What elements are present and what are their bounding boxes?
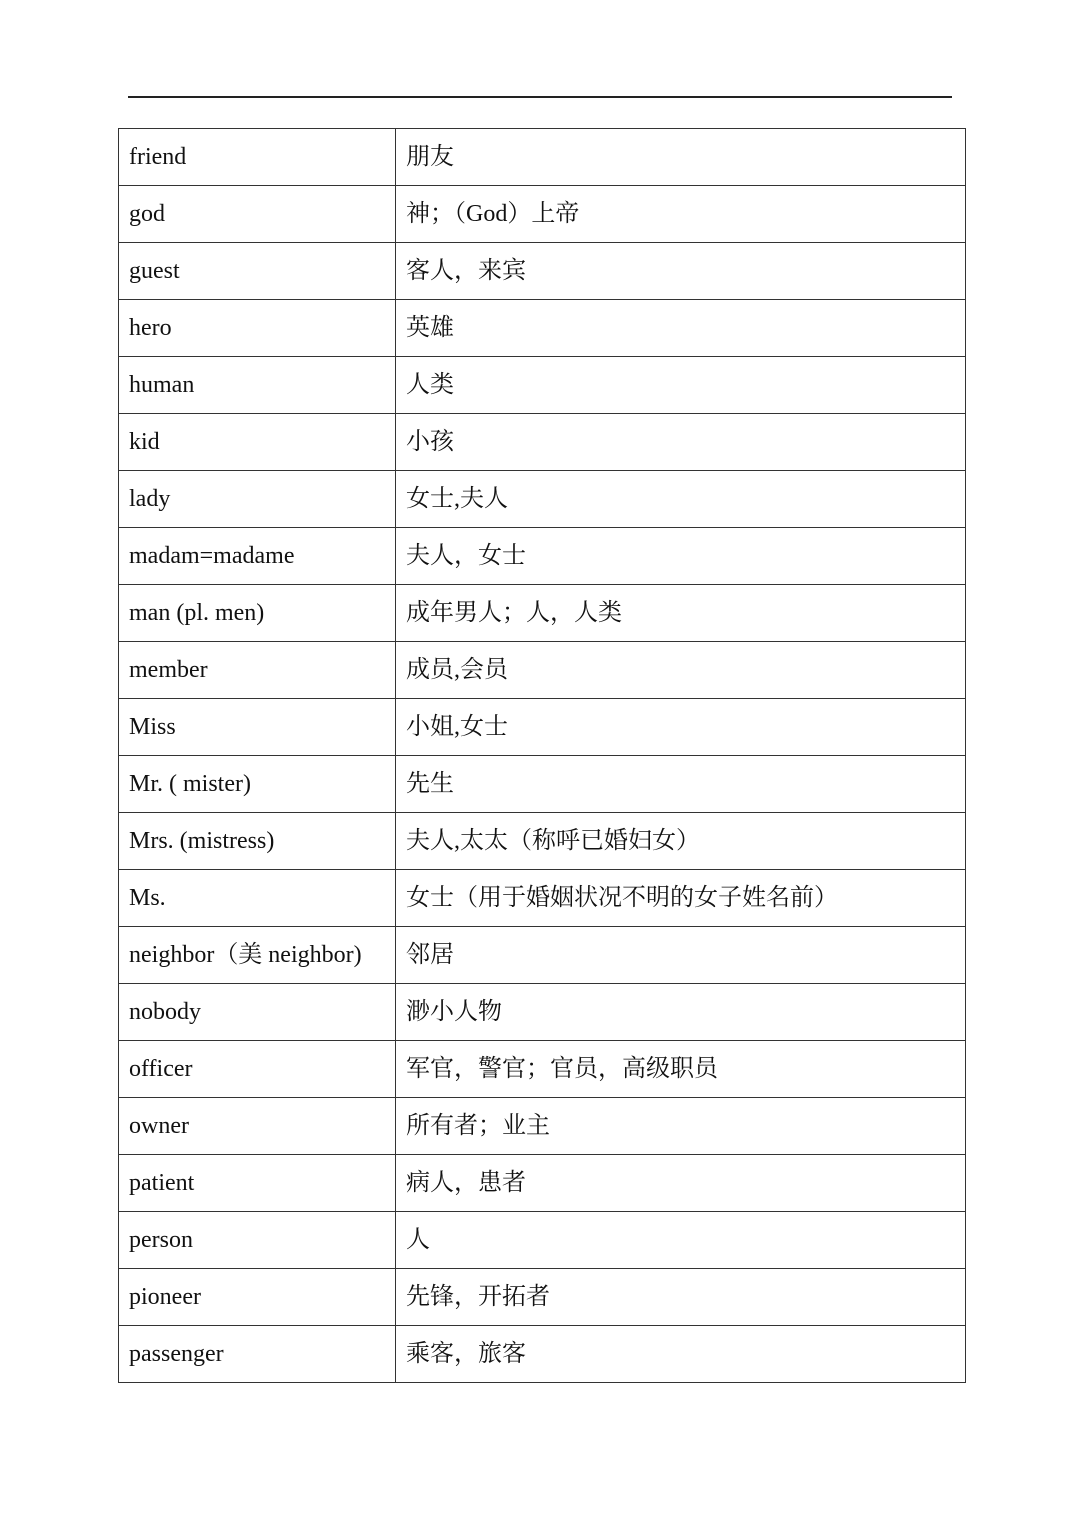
english-word: neighbor（美 neighbor)	[119, 927, 396, 984]
vocabulary-table-body	[119, 129, 966, 1383]
english-word: Ms.	[119, 870, 396, 927]
header-rule	[128, 96, 952, 98]
english-word: Mr. ( mister)	[119, 756, 396, 813]
chinese-meaning: 客人，来宾	[396, 243, 966, 300]
english-word: owner	[119, 1098, 396, 1155]
chinese-meaning: 军官，警官；官员，高级职员	[396, 1041, 966, 1098]
table-row	[119, 984, 966, 1041]
table-row	[119, 1155, 966, 1212]
chinese-meaning: 神；（God）上帝	[396, 186, 966, 243]
english-word: guest	[119, 243, 396, 300]
chinese-meaning: 成年男人；人，人类	[396, 585, 966, 642]
table-row	[119, 756, 966, 813]
english-word: person	[119, 1212, 396, 1269]
english-word: human	[119, 357, 396, 414]
english-word: patient	[119, 1155, 396, 1212]
english-word: nobody	[119, 984, 396, 1041]
table-row	[119, 528, 966, 585]
chinese-meaning: 小姐,女士	[396, 699, 966, 756]
english-word: member	[119, 642, 396, 699]
vocabulary-table	[118, 128, 966, 1383]
chinese-meaning: 夫人，女士	[396, 528, 966, 585]
chinese-meaning: 英雄	[396, 300, 966, 357]
chinese-meaning: 女士,夫人	[396, 471, 966, 528]
table-row	[119, 1212, 966, 1269]
chinese-meaning: 小孩	[396, 414, 966, 471]
table-row	[119, 699, 966, 756]
english-word: friend	[119, 129, 396, 186]
table-row	[119, 1098, 966, 1155]
chinese-meaning: 乘客，旅客	[396, 1326, 966, 1383]
table-row	[119, 870, 966, 927]
table-row	[119, 243, 966, 300]
chinese-meaning: 女士（用于婚姻状况不明的女子姓名前）	[396, 870, 966, 927]
english-word: hero	[119, 300, 396, 357]
english-word: pioneer	[119, 1269, 396, 1326]
chinese-meaning: 人类	[396, 357, 966, 414]
english-word: man (pl. men)	[119, 585, 396, 642]
table-row	[119, 1269, 966, 1326]
chinese-meaning: 成员,会员	[396, 642, 966, 699]
table-row	[119, 642, 966, 699]
chinese-meaning: 夫人,太太（称呼已婚妇女）	[396, 813, 966, 870]
english-word: Miss	[119, 699, 396, 756]
chinese-meaning: 邻居	[396, 927, 966, 984]
table-row	[119, 585, 966, 642]
table-row	[119, 186, 966, 243]
table-row	[119, 414, 966, 471]
table-row	[119, 1041, 966, 1098]
chinese-meaning: 人	[396, 1212, 966, 1269]
table-row	[119, 813, 966, 870]
table-row	[119, 357, 966, 414]
chinese-meaning: 渺小人物	[396, 984, 966, 1041]
chinese-meaning: 病人，患者	[396, 1155, 966, 1212]
chinese-meaning: 先生	[396, 756, 966, 813]
table-row	[119, 471, 966, 528]
table-row	[119, 927, 966, 984]
chinese-meaning: 先锋，开拓者	[396, 1269, 966, 1326]
chinese-meaning: 朋友	[396, 129, 966, 186]
chinese-meaning: 所有者；业主	[396, 1098, 966, 1155]
english-word: passenger	[119, 1326, 396, 1383]
english-word: madam=madame	[119, 528, 396, 585]
table-row	[119, 129, 966, 186]
english-word: officer	[119, 1041, 396, 1098]
english-word: god	[119, 186, 396, 243]
english-word: Mrs. (mistress)	[119, 813, 396, 870]
table-row	[119, 300, 966, 357]
english-word: lady	[119, 471, 396, 528]
english-word: kid	[119, 414, 396, 471]
table-row	[119, 1326, 966, 1383]
